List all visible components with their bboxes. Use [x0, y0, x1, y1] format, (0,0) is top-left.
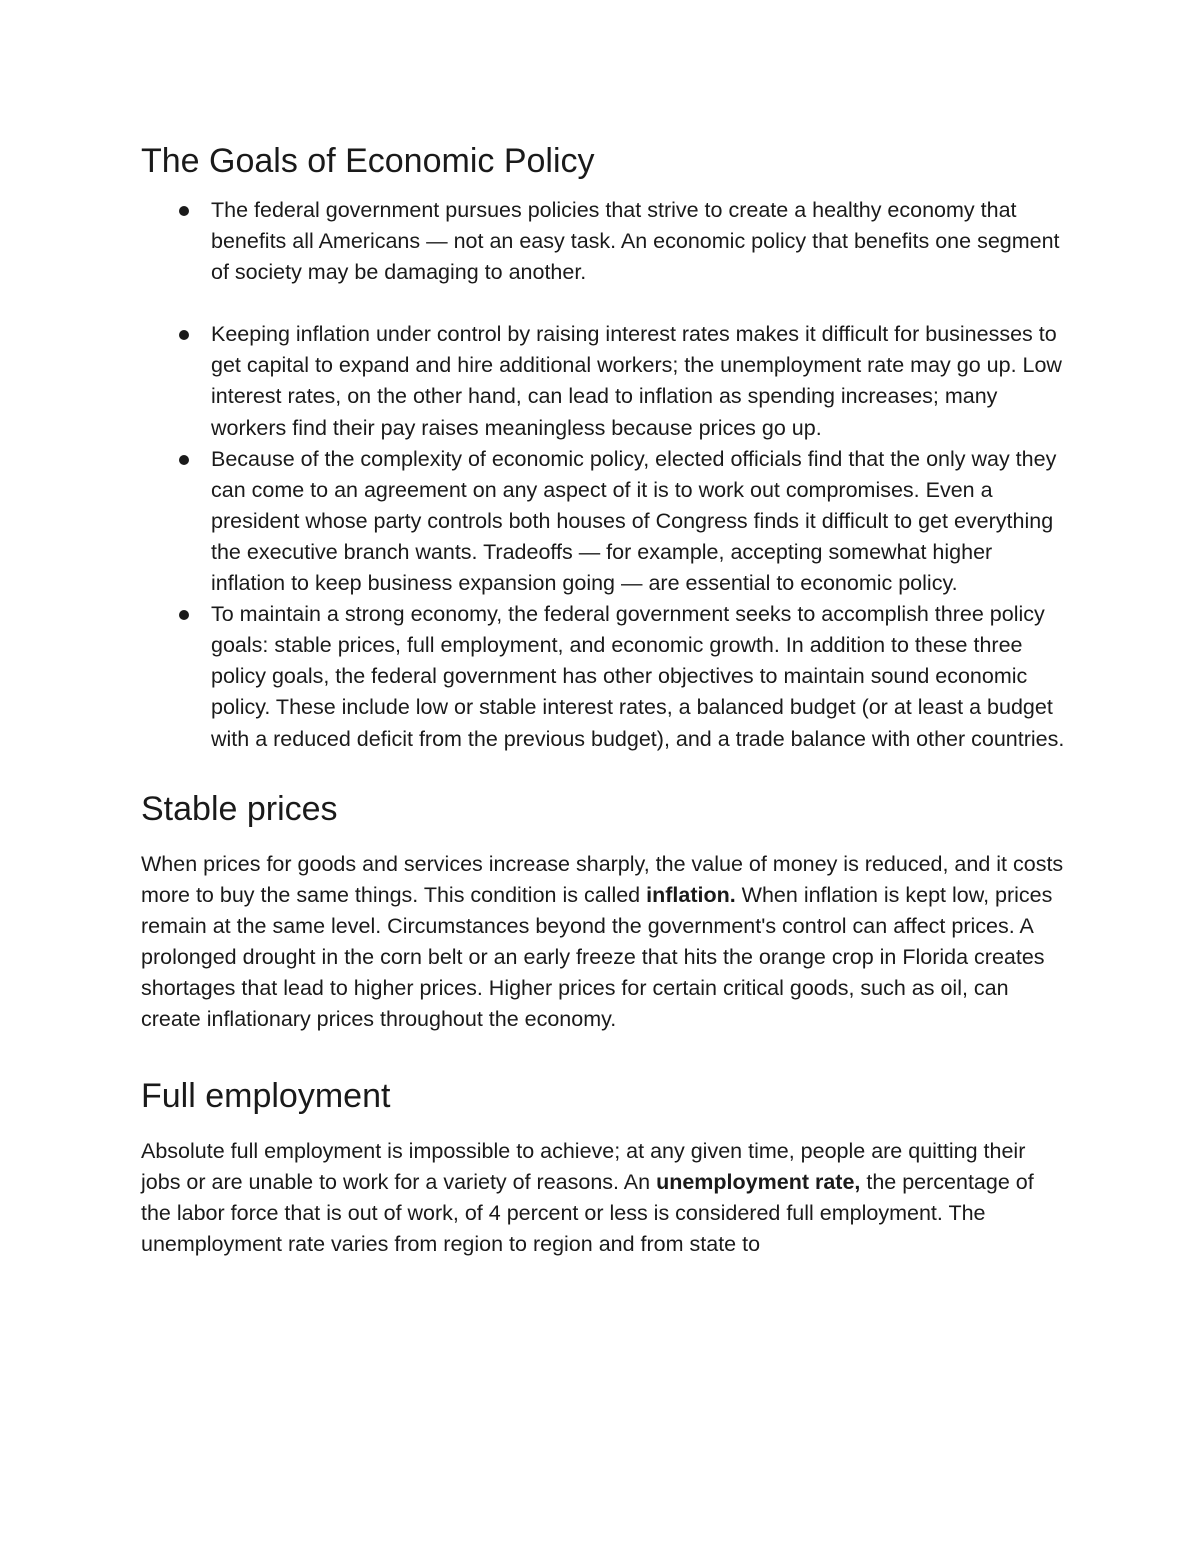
paragraph-text: Absolute full employment is impossible to achieve; at any given time, people are quitting their jobs or are unable to work for a variety of reasons. An — [141, 1139, 1026, 1195]
list-item-text: The federal government pursues policies that strive to create a healthy economy that benefits all Americans — not an easy task. An economic policy that benefits one segment of society may be damaging to another. — [211, 198, 1060, 285]
key-term: unemployment rate, — [656, 1170, 861, 1195]
bullet-icon — [179, 206, 189, 216]
section-heading-full-employment: Full employment — [141, 1077, 391, 1116]
paragraph-text: When inflation is kept low, prices remain at the same level. Circumstances beyond the government's control can affect prices. A prolonged drought in the corn belt or an early freeze that hits the orange crop in Florida creates shortages that lead to higher prices. Higher prices for certain critical goods, such as oil, can create inflationary prices throughout the economy. — [141, 882, 1053, 1032]
document-page — [141, 138, 1066, 1261]
full-employment-paragraph — [141, 1136, 1066, 1260]
paragraph-text: When prices for goods and services increase sharply, the value of money is reduced, and it costs more to buy the same things. This condition is called — [141, 851, 1064, 907]
bullet-icon — [179, 330, 189, 340]
list-item — [141, 599, 1066, 754]
bullet-icon — [179, 610, 189, 620]
bullet-icon — [179, 455, 189, 465]
paragraph-text: the percentage of the labor force that is out of work, of 4 percent or less is considered full employment. The unemployment rate varies from region to region and from state to — [141, 1170, 1034, 1257]
bullet-list — [141, 195, 1066, 755]
list-item-text: Keeping inflation under control by raising interest rates makes it difficult for businesses to get capital to expand and hire additional workers; the unemployment rate may go up. Low interest rates, on the other hand, can lead to inflation as spending increases; many workers find their pay raises meaningless because prices go up. — [211, 322, 1062, 440]
list-item-text: To maintain a strong economy, the federal government seeks to accomplish three policy goals: stable prices, full employment, and economic growth. In addition to these three policy goals, the federal government has other objectives to maintain sound economic policy. These include low or stable interest rates, a balanced budget (or at least a budget with a reduced deficit from the previous budget), and a trade balance with other countries. — [211, 602, 1065, 751]
key-term: inflation. — [646, 882, 736, 907]
list-item-text: Because of the complexity of economic policy, elected officials find that the only way they can come to an agreement on any aspect of it is to work out compromises. Even a president whose party controls both houses of Congress finds it difficult to get everything the executive branch wants. Tradeoffs — for example, accepting somewhat higher inflation to keep business expansion going — are essential to economic policy. — [211, 446, 1057, 596]
page-title: The Goals of Economic Policy — [141, 142, 595, 180]
list-item — [141, 444, 1066, 599]
list-item — [141, 195, 1066, 288]
stable-prices-paragraph — [141, 849, 1066, 1036]
section-heading-stable-prices: Stable prices — [141, 789, 338, 828]
list-item — [141, 319, 1066, 443]
